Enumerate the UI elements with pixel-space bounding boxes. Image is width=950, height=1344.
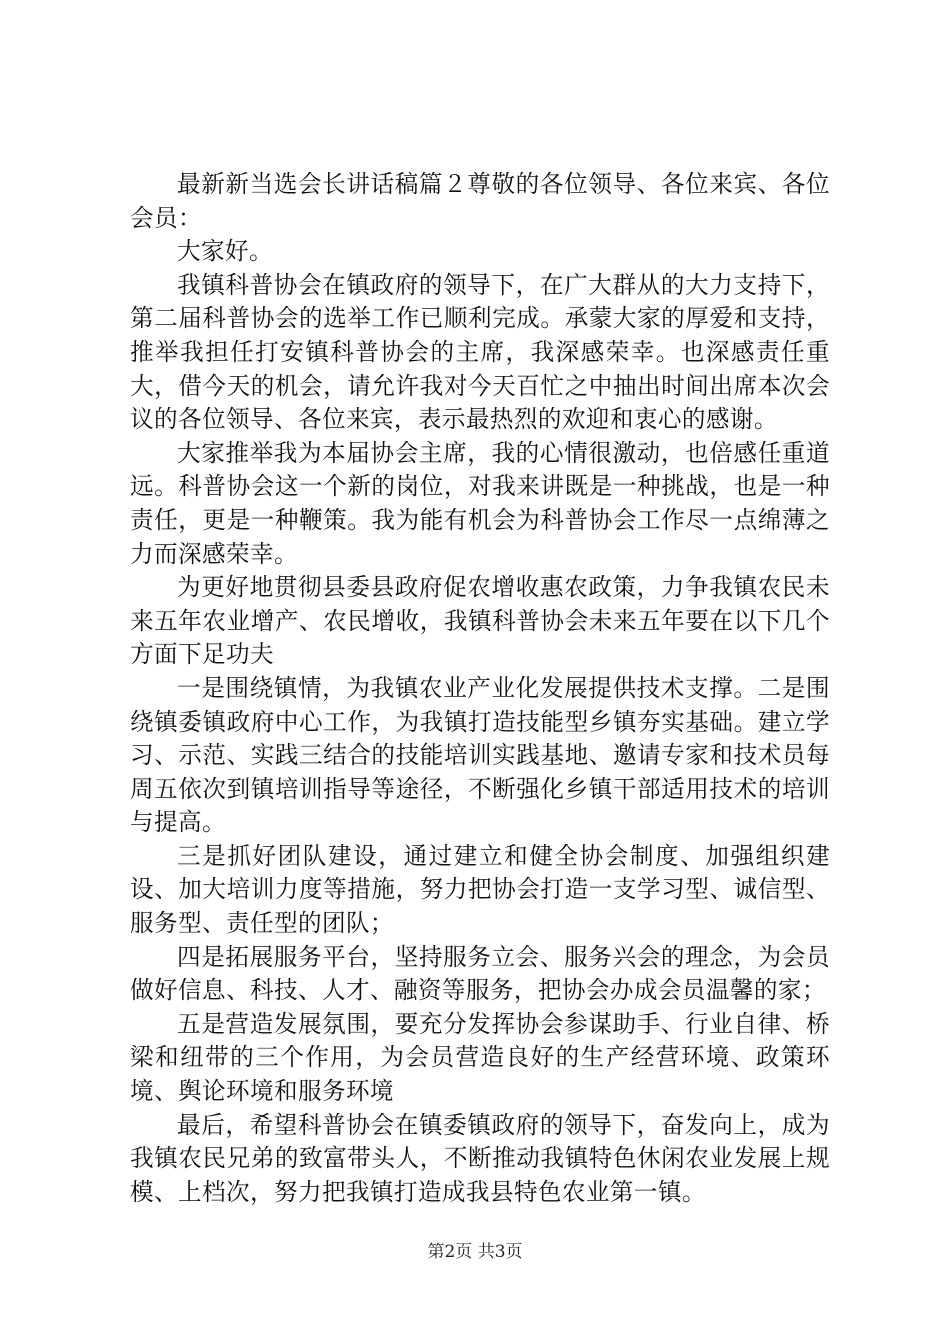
- paragraph-title-salutation: 最新新当选会长讲话稿篇２尊敬的各位领导、各位来宾、各位会员：: [130, 170, 830, 232]
- paragraph-point-one-two: 一是围绕镇情，为我镇农业产业化发展提供技术支撑。二是围绕镇委镇政府中心工作，为我镇打造技能型乡镇夯实基础。建立学习、示范、实践三结合的技能培训实践基地、邀请专家和技术员每周五依次到镇培训指导等途径，不断强化乡镇干部适用技术的培训与提高。: [130, 673, 830, 837]
- paragraph-greeting: 大家好。: [177, 237, 273, 266]
- paragraph-point-three: 三是抓好团队建设，通过建立和健全协会制度、加强组织建设、加大培训力度等措施，努力把协会打造一支学习型、诚信型、服务型、责任型的团队；: [130, 841, 830, 938]
- paragraph-goals-intro: 为更好地贯彻县委县政府促农增收惠农政策，力争我镇农民未来五年农业增产、农民增收，我镇科普协会未来五年要在以下几个方面下足功夫: [130, 573, 830, 669]
- paragraph-point-five: 五是营造发展氛围，要充分发挥协会参谋助手、行业自律、桥梁和纽带的三个作用，为会员营造良好的生产经营环境、政策环境、舆论环境和服务环境: [130, 1009, 830, 1106]
- paragraph-closing: 最后，希望科普协会在镇委镇政府的领导下，奋发向上，成为我镇农民兄弟的致富带头人，不断推动我镇特色休闲农业发展上规模、上档次，努力把我镇打造成我县特色农业第一镇。: [130, 1110, 830, 1206]
- paragraph-point-four: 四是拓展服务平台，坚持服务立会、服务兴会的理念，为会员做好信息、科技、人才、融资等服务，把协会办成会员温馨的家；: [130, 942, 830, 1005]
- paragraph-election-thanks: 我镇科普协会在镇政府的领导下，在广大群从的大力支持下，第二届科普协会的选举工作已顺利完成。承蒙大家的厚爱和支持，推举我担任打安镇科普协会的主席，我深感荣幸。也深感责任重大，借今天的机会，请允许我对今天百忙之中抽出时间出席本次会议的各位领导、各位来宾，表示最热烈的欢迎和衷心的感谢。: [130, 270, 830, 434]
- document-body: [130, 168, 830, 1209]
- page-number-footer: 第2页 共3页: [427, 1242, 523, 1262]
- paragraph-responsibility: 大家推举我为本届协会主席，我的心情很激动，也倍感任重道远。科普协会这一个新的岗位，对我来讲既是一种挑战，也是一种责任，更是一种鞭策。我为能有机会为科普协会工作尽一点绵薄之力而深感荣幸。: [130, 438, 830, 568]
